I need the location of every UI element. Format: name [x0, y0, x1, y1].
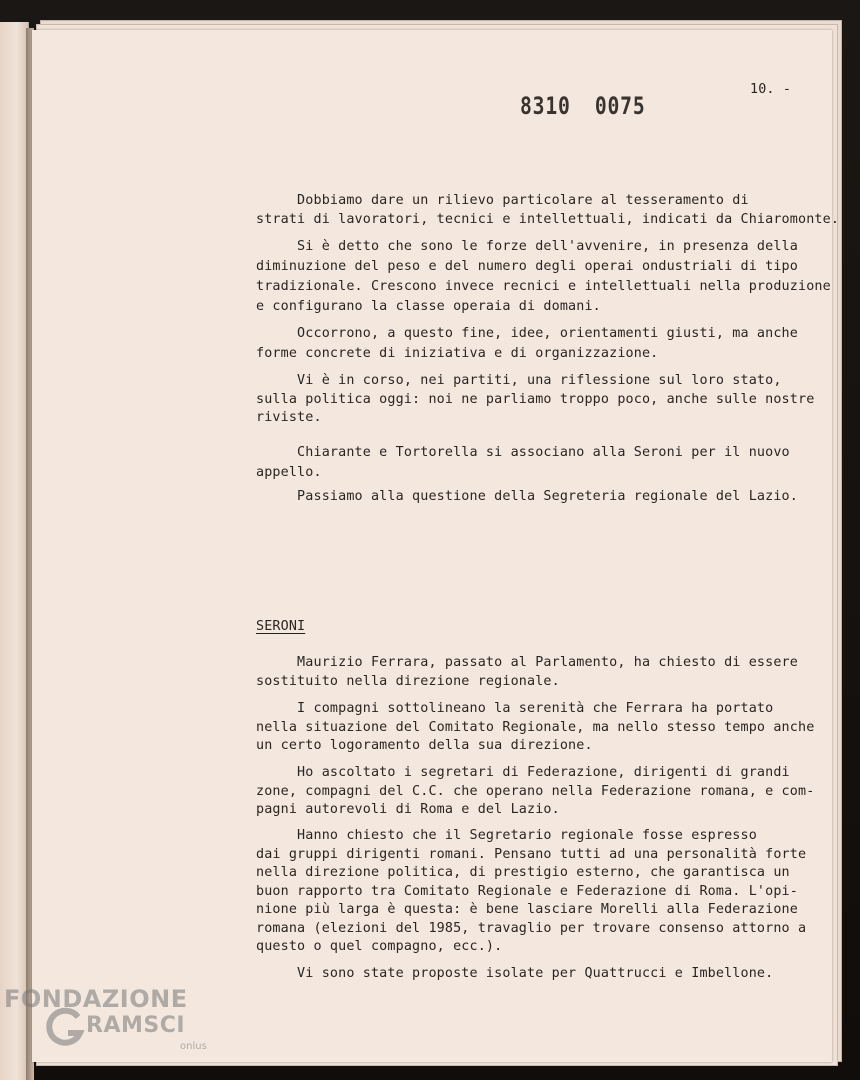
archive-stamp-code: 8310 0075 — [520, 92, 646, 120]
text-line: Vi sono state proposte isolate per Quattrucci e Imbellone. — [256, 966, 774, 981]
text-line: riviste. — [256, 410, 322, 425]
text-line: Dobbiamo dare un rilievo particolare al tesseramento di — [256, 193, 749, 208]
text-line: Maurizio Ferrara, passato al Parlamento, ha chiesto di essere — [256, 655, 798, 670]
text-line: strati di lavoratori, tecnici e intellettuali, indicati da Chiaromonte. — [256, 212, 840, 227]
document-page — [32, 30, 840, 1062]
text-line: forme concrete di iniziativa e di organizzazione. — [256, 346, 659, 361]
text-line: e configurano la classe operaia di domani. — [256, 299, 601, 314]
text-line: Passiamo alla questione della Segreteria regionale del Lazio. — [256, 489, 798, 504]
text-line: zone, compagni del C.C. che operano nella Federazione romana, e com- — [256, 784, 815, 799]
page-number: 10. - — [750, 82, 792, 97]
text-line: buon rapporto tra Comitato Regionale e Federazione di Roma. L'opi- — [256, 884, 798, 899]
text-line: dai gruppi dirigenti romani. Pensano tutti ad una personalità forte — [256, 847, 807, 862]
watermark-line-1: FONDAZIONE — [4, 985, 188, 1013]
text-line: Vi è in corso, nei partiti, una riflessione sul loro stato, — [256, 373, 782, 388]
text-line: questo o quel compagno, ecc.). — [256, 939, 503, 954]
section-heading: SERONI — [256, 619, 306, 634]
text-line: sostituito nella direzione regionale. — [256, 674, 560, 689]
fondazione-gramsci-watermark — [4, 985, 224, 1070]
text-line: Ho ascoltato i segretari di Federazione, dirigenti di grandi — [256, 765, 790, 780]
text-line: I compagni sottolineano la serenità che Ferrara ha portato — [256, 701, 774, 716]
text-line: romana (elezioni del 1985, travaglio per trovare consenso attorno a — [256, 921, 807, 936]
text-line: appello. — [256, 465, 322, 480]
text-line: Occorrono, a questo fine, idee, orientamenti giusti, ma anche — [256, 326, 798, 341]
text-line: Hanno chiesto che il Segretario regionale fosse espresso — [256, 828, 757, 843]
text-line: nella direzione politica, di prestigio esterno, che garantisca un — [256, 865, 790, 880]
text-line: sulla politica oggi: noi ne parliamo troppo poco, anche sulle nostre — [256, 392, 815, 407]
watermark-line-3: onlus — [180, 1041, 207, 1052]
text-line: nella situazione del Comitato Regionale, ma nello stesso tempo anche — [256, 720, 815, 735]
left-binder-page-edge — [0, 22, 29, 1080]
text-line: tradizionale. Crescono invece recnici e intellettuali nella produzione — [256, 279, 831, 294]
text-line: Chiarante e Tortorella si associano alla Seroni per il nuovo — [256, 445, 790, 460]
text-line: diminuzione del peso e del numero degli operai ondustriali di tipo — [256, 259, 798, 274]
text-line: pagni autorevoli di Roma e del Lazio. — [256, 802, 560, 817]
text-line: un certo logoramento della sua direzione. — [256, 738, 593, 753]
text-line: Si è detto che sono le forze dell'avvenire, in presenza della — [256, 239, 798, 254]
gramsci-g-logo-icon — [44, 1007, 86, 1049]
text-line: nione più larga è questa: è bene lasciare Morelli alla Federazione — [256, 902, 798, 917]
watermark-line-2: RAMSCI — [86, 1013, 186, 1038]
